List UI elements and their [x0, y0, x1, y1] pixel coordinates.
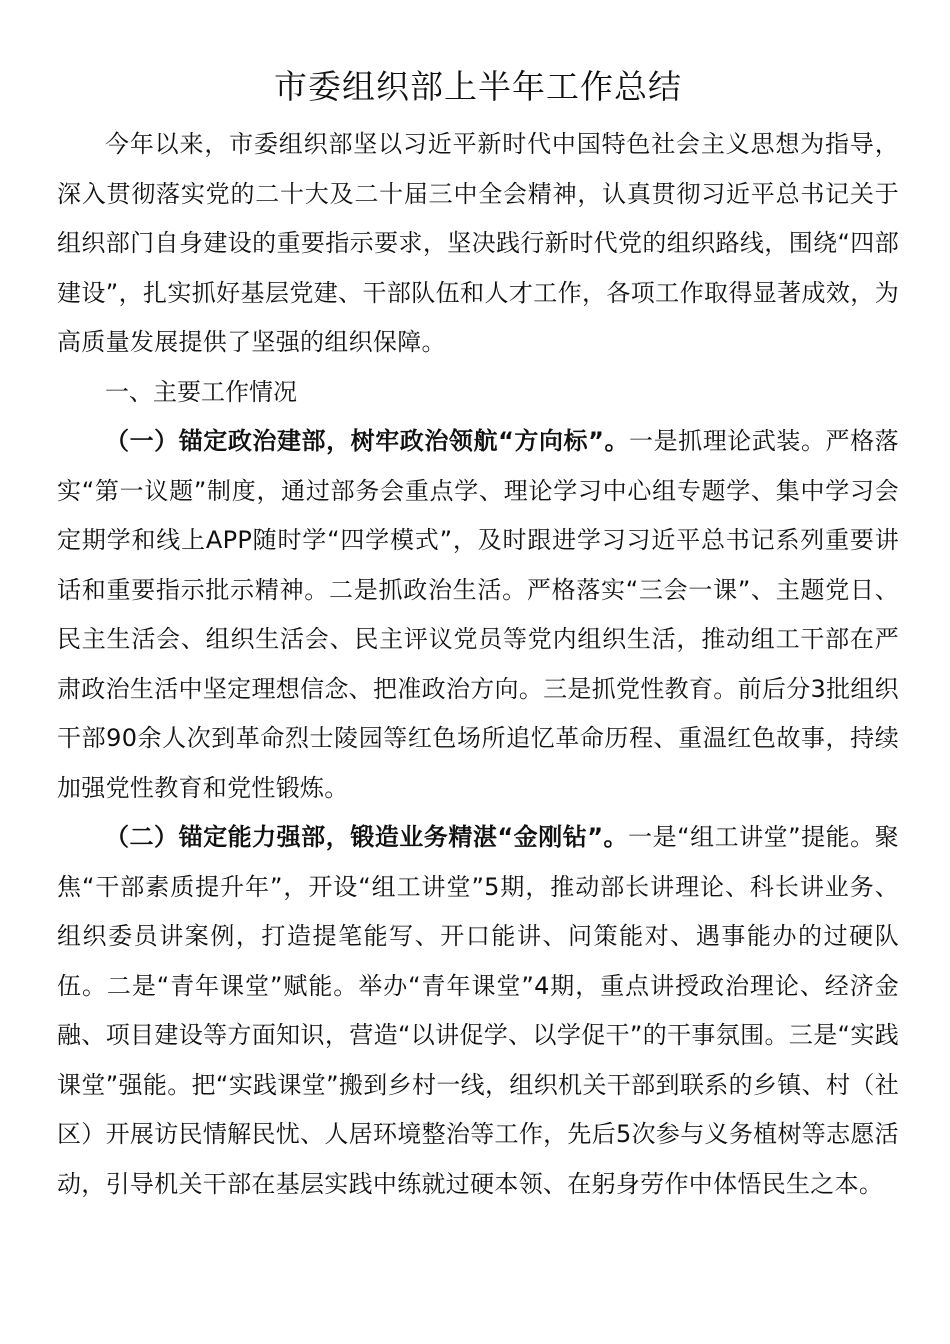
section-heading: 一、主要工作情况: [105, 377, 297, 406]
item-lead-1: （一）锚定政治建部，树牢政治领航“方向标”。: [105, 427, 630, 455]
item-body-2: 一是“组工讲堂”提能。聚焦“干部素质提升年”，开设“组工讲堂”5期，推动部长讲理论、科长讲业务、组织委员讲案例，打造提笔能写、开口能讲、问策能对、遇事能办的过硬队伍。二是“青年课堂”赋能。举办“青年课堂”4期，重点讲授政治理论、经济金融、项目建设等方面知识，营造“以讲促学、以学促干”的干事氛围。三是“实践课堂”强能。把“实践课堂”搬到乡村一线，组织机关干部到联系的乡镇、村（社区）开展访民情解民忧、人居环境整治等工作，先后5次参与义务植树等志愿活动，引导机关干部在基层实践中练就过硬本领、在躬身劳作中体悟民生之本。: [57, 823, 899, 1198]
item-lead-2: （二）锚定能力强部，锻造业务精湛“金刚钻”。: [105, 823, 629, 851]
intro-paragraph: 今年以来，市委组织部坚以习近平新时代中国特色社会主义思想为指导，深入贯彻落实党的二十大及二十届三中全会精神，认真贯彻习近平总书记关于组织部门自身建设的重要指示要求，坚决践行新时代党的组织路线，围绕“四部建设”，扎实抓好基层党建、干部队伍和人才工作，各项工作取得显著成效，为高质量发展提供了坚强的组织保障。: [57, 130, 899, 356]
item-paragraph-2: [57, 813, 899, 1209]
item-paragraph-1: [57, 417, 899, 813]
document-page: [57, 62, 899, 1209]
item-body-1: 一是抓理论武装。严格落实“第一议题”制度，通过部务会重点学、理论学习中心组专题学、集中学习会定期学和线上APP随时学“四学模式”，及时跟进学习习近平总书记系列重要讲话和重要指示批示精神。二是抓政治生活。严格落实“三会一课”、主题党日、民主生活会、组织生活会、民主评议党员等党内组织生活，推动组工干部在严肃政治生活中坚定理想信念、把准政治方向。三是抓党性教育。前后分3批组织干部90余人次到革命烈士陵园等红色场所追忆革命历程、重温红色故事，持续加强党性教育和党性锻炼。: [57, 427, 899, 802]
document-title: 市委组织部上半年工作总结: [274, 67, 682, 106]
